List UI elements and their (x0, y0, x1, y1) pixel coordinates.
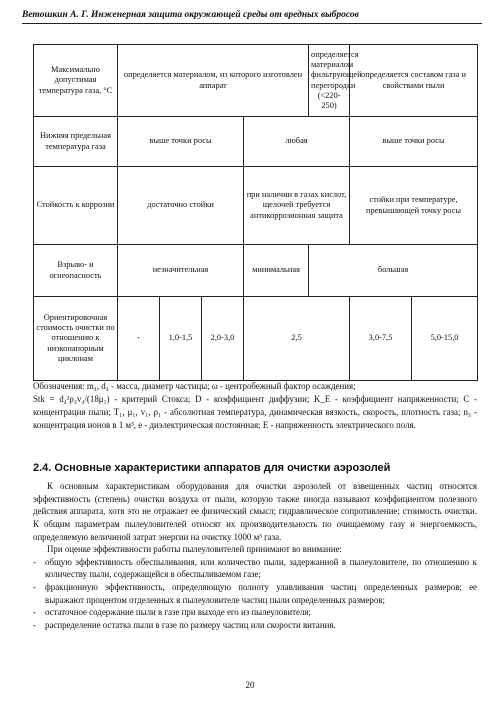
paragraph-2: При оценке эффективности работы пылеуловителей принимают во внимание: (47, 544, 342, 555)
table-cell: большая (309, 245, 478, 297)
row-header-cell: Нижняя предельная температура газа (34, 117, 118, 167)
table-cell: при наличии в газах кислот, щелочей требуется антикоррозионная защита (244, 167, 350, 245)
section-title: 2.4. Основные характеристики аппаратов для очистки аэрозолей (33, 462, 391, 474)
row-header-cell: Взрыво- и огнеопасность (34, 245, 118, 297)
bullet-item: - общую эффективность обеспыливания, или количество пыли, задержанной в пылеуловителе, по отношению к количеству пыли, содержащейся в обеспыливаемом газе; (33, 556, 477, 581)
row-header-cell: Стойкость к коррозии (34, 167, 118, 245)
table-cell: выше точки росы (350, 117, 478, 167)
table-cell: определяется составом газа и свойствами пыли (350, 45, 478, 117)
row-header-cell: Ориентировочная стоимость очистки по отношению к низконапорным циклонам (34, 297, 118, 381)
bullet-list (33, 556, 477, 632)
table-cell: любая (244, 117, 350, 167)
paragraph-1: К основным характеристикам оборудования для очистки аэрозолей от взвешенных частиц относятся эффективность (степень) очистки воздуха от пыли, которую также иногда называют коэффициентом полезного действия аппарата, хотя это не отражает ее физический смысл; гидравлическое сопротивление; стоимость очистки. К общим параметрам пылеуловителей относят их производительность по очищаемому газу и энергоемкость, определяемую величиной затрат энергии на очистку 1000 м³ газа. (33, 481, 477, 542)
table-cell: 2,0-3,0 (202, 297, 244, 381)
table-cell: достаточно стойки (118, 167, 244, 245)
bullet-item: - остаточное содержание пыли в газе при выходе его из пылеуловителя; (33, 606, 477, 619)
table-cell: минимальная (244, 245, 309, 297)
table-cell: незначительная (118, 245, 244, 297)
table-row-corrosion (34, 167, 478, 245)
characteristics-table (33, 44, 478, 381)
row-header-cell: Максимально допустимая температура газа, °С (34, 45, 118, 117)
running-header: Ветошкин А. Г. Инженерная защита окружающей среды от вредных выбросов (22, 10, 482, 24)
section-body (33, 480, 477, 632)
table-cell: 1,0-1,5 (160, 297, 202, 381)
table-cell: стойки при температуре, превышающей точку росы (350, 167, 478, 245)
table-row-explosion (34, 245, 478, 297)
bullet-item: - распределение остатка пыли в газе по размеру частиц или скорости витания. (33, 619, 477, 632)
legend-line-1: Обозначения: m₄, d₄ - масса, диаметр частицы; ω - центробежный фактор осаждения; (33, 381, 356, 391)
table-row-min-temp (34, 117, 478, 167)
table-cell: 2,5 (244, 297, 350, 381)
table-cell: определяется материалом фильтрующей перегородки (<220-250) (309, 45, 350, 117)
table-row-cost (34, 297, 478, 381)
table-cell: выше точки росы (118, 117, 244, 167)
page-number: 20 (245, 680, 255, 690)
legend (33, 380, 477, 432)
legend-line-2: Stk = d₄²ρ₄v₄/(18μ₁) - критерий Стокса; D - коэффициент диффузии; K_E - коэффициент напряженности; C - концентрация пыли; T₁, μ₁, v₁, ρ₁ - абсолютная температура, динамическая вязкость, скорость, плотность газа; n₃ - концентрация ионов в 1 м³, e - диэлектрическая постоянная; E - напряженность электрического поля. (33, 393, 477, 430)
table-cell: - (118, 297, 160, 381)
table-row-max-temp (34, 45, 478, 117)
table-cell: определяется материалом, из которого изготовлен аппарат (118, 45, 309, 117)
table-cell: 3,0-7,5 (350, 297, 412, 381)
table-cell: 5,0-15,0 (412, 297, 478, 381)
bullet-item: - фракционную эффективность, определяющую полноту улавливания частиц определенных размеров; ее выражают процентом отделенных в пылеуловителе частиц пыли определенных размеров; (33, 581, 477, 606)
